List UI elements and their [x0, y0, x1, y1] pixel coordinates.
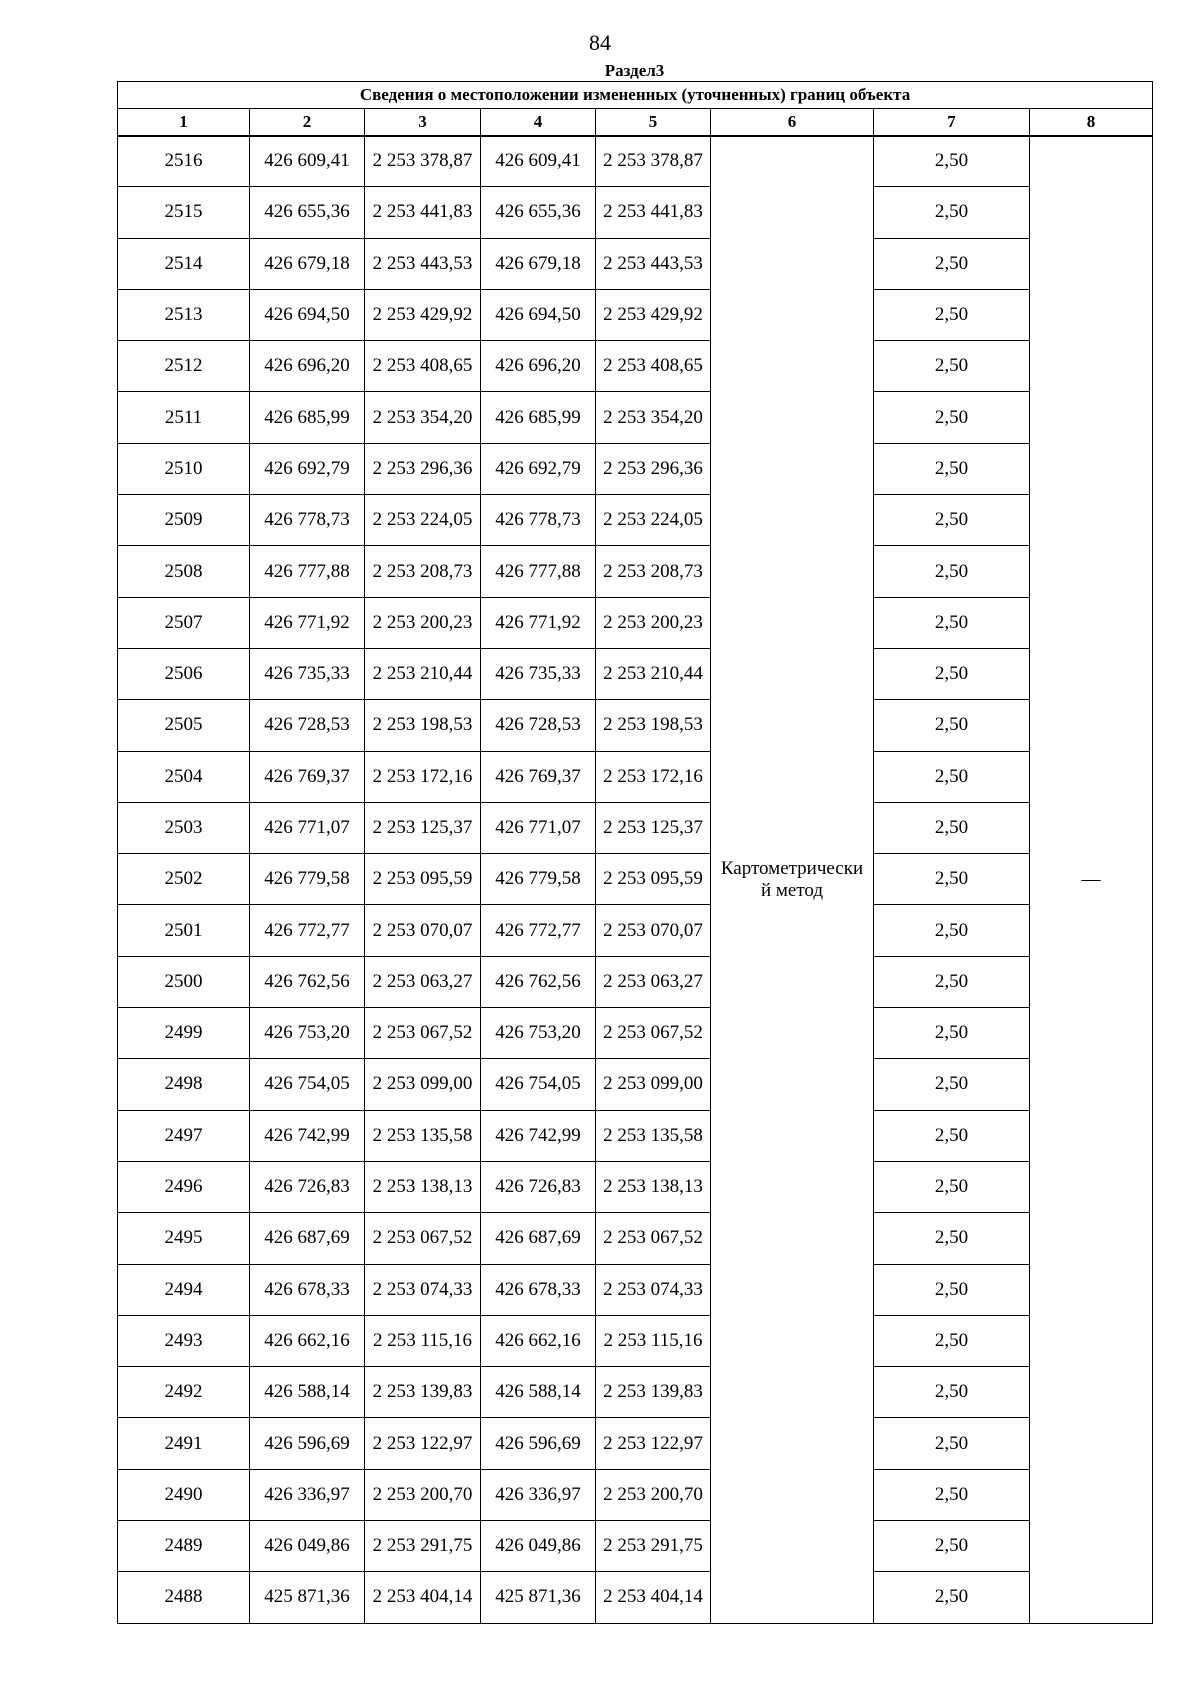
cell-col-5: 2 253 429,92	[596, 289, 711, 340]
table-row	[118, 1110, 1153, 1161]
cell-col-7: 2,50	[874, 136, 1030, 187]
cell-col-5: 2 253 138,13	[596, 1161, 711, 1212]
method-cell	[711, 136, 874, 1624]
cell-col-1: 2495	[118, 1213, 250, 1264]
cell-col-3: 2 253 378,87	[365, 136, 481, 187]
cell-col-1: 2512	[118, 341, 250, 392]
cell-col-5: 2 253 115,16	[596, 1315, 711, 1366]
table-row	[118, 648, 1153, 699]
cell-col-3: 2 253 095,59	[365, 854, 481, 905]
cell-col-3: 2 253 063,27	[365, 956, 481, 1007]
column-number-row	[118, 109, 1153, 136]
cell-col-1: 2496	[118, 1161, 250, 1212]
cell-col-1: 2511	[118, 392, 250, 443]
cell-col-2: 426 735,33	[250, 648, 365, 699]
cell-col-3: 2 253 067,52	[365, 1213, 481, 1264]
cell-col-4: 426 779,58	[481, 854, 596, 905]
cell-col-7: 2,50	[874, 1315, 1030, 1366]
cell-col-4: 426 754,05	[481, 1059, 596, 1110]
cell-col-7: 2,50	[874, 956, 1030, 1007]
table-row	[118, 1008, 1153, 1059]
table-row	[118, 1213, 1153, 1264]
method-text-line: й метод	[760, 879, 824, 901]
cell-col-3: 2 253 354,20	[365, 392, 481, 443]
cell-col-5: 2 253 200,70	[596, 1469, 711, 1520]
table-row	[118, 392, 1153, 443]
cell-col-1: 2494	[118, 1264, 250, 1315]
cell-col-7: 2,50	[874, 1213, 1030, 1264]
cell-col-1: 2497	[118, 1110, 250, 1161]
cell-col-7: 2,50	[874, 1521, 1030, 1572]
table-title: Сведения о местоположении измененных (уточненных) границ объекта	[118, 82, 1153, 109]
cell-col-1: 2508	[118, 546, 250, 597]
cell-col-7: 2,50	[874, 443, 1030, 494]
cell-col-1: 2498	[118, 1059, 250, 1110]
table-row	[118, 1418, 1153, 1469]
table-row	[118, 238, 1153, 289]
cell-col-4: 426 692,79	[481, 443, 596, 494]
cell-col-3: 2 253 443,53	[365, 238, 481, 289]
cell-col-2: 426 754,05	[250, 1059, 365, 1110]
cell-col-5: 2 253 067,52	[596, 1213, 711, 1264]
cell-col-5: 2 253 354,20	[596, 392, 711, 443]
cell-col-2: 426 753,20	[250, 1008, 365, 1059]
cell-col-5: 2 253 063,27	[596, 956, 711, 1007]
table-row	[118, 546, 1153, 597]
cell-col-7: 2,50	[874, 1008, 1030, 1059]
cell-col-4: 426 771,07	[481, 802, 596, 853]
cell-col-7: 2,50	[874, 1264, 1030, 1315]
cell-col-1: 2504	[118, 751, 250, 802]
cell-col-3: 2 253 200,70	[365, 1469, 481, 1520]
cell-col-7: 2,50	[874, 1059, 1030, 1110]
cell-col-2: 426 728,53	[250, 700, 365, 751]
cell-col-5: 2 253 408,65	[596, 341, 711, 392]
cell-col-7: 2,50	[874, 1110, 1030, 1161]
cell-col-7: 2,50	[874, 495, 1030, 546]
table-title-row	[118, 82, 1153, 109]
cell-col-3: 2 253 429,92	[365, 289, 481, 340]
table-row	[118, 341, 1153, 392]
table-row	[118, 187, 1153, 238]
cell-col-2: 426 336,97	[250, 1469, 365, 1520]
cell-col-1: 2502	[118, 854, 250, 905]
cell-col-4: 426 762,56	[481, 956, 596, 1007]
table-row	[118, 136, 1153, 187]
cell-col-5: 2 253 443,53	[596, 238, 711, 289]
cell-col-3: 2 253 074,33	[365, 1264, 481, 1315]
cell-col-4: 426 596,69	[481, 1418, 596, 1469]
cell-col-1: 2503	[118, 802, 250, 853]
cell-col-2: 425 871,36	[250, 1572, 365, 1623]
cell-col-5: 2 253 070,07	[596, 905, 711, 956]
column-number-7: 7	[874, 109, 1030, 136]
cell-col-3: 2 253 115,16	[365, 1315, 481, 1366]
cell-col-7: 2,50	[874, 905, 1030, 956]
cell-col-2: 426 588,14	[250, 1367, 365, 1418]
column-number-6: 6	[711, 109, 874, 136]
cell-col-3: 2 253 210,44	[365, 648, 481, 699]
cell-col-2: 426 696,20	[250, 341, 365, 392]
cell-col-1: 2491	[118, 1418, 250, 1469]
cell-col-5: 2 253 067,52	[596, 1008, 711, 1059]
cell-col-2: 426 678,33	[250, 1264, 365, 1315]
cell-col-4: 426 694,50	[481, 289, 596, 340]
coordinates-table	[117, 81, 1153, 1624]
cell-col-3: 2 253 200,23	[365, 597, 481, 648]
table-row	[118, 1315, 1153, 1366]
cell-col-1: 2501	[118, 905, 250, 956]
cell-col-2: 426 687,69	[250, 1213, 365, 1264]
cell-col-2: 426 742,99	[250, 1110, 365, 1161]
cell-col-2: 426 049,86	[250, 1521, 365, 1572]
cell-col-4: 426 753,20	[481, 1008, 596, 1059]
cell-col-7: 2,50	[874, 289, 1030, 340]
cell-col-3: 2 253 135,58	[365, 1110, 481, 1161]
cell-col-2: 426 771,07	[250, 802, 365, 853]
section-label: Раздел3	[604, 61, 665, 80]
column-number-3: 3	[365, 109, 481, 136]
cell-col-7: 2,50	[874, 648, 1030, 699]
cell-col-7: 2,50	[874, 1572, 1030, 1623]
cell-col-4: 426 769,37	[481, 751, 596, 802]
cell-col-5: 2 253 210,44	[596, 648, 711, 699]
cell-col-4: 426 696,20	[481, 341, 596, 392]
cell-col-1: 2506	[118, 648, 250, 699]
cell-col-4: 425 871,36	[481, 1572, 596, 1623]
table-row	[118, 495, 1153, 546]
method-text-line: Картометрически	[720, 857, 864, 879]
cell-col-4: 426 662,16	[481, 1315, 596, 1366]
column-number-1: 1	[118, 109, 250, 136]
cell-col-3: 2 253 408,65	[365, 341, 481, 392]
table-row	[118, 1469, 1153, 1520]
cell-col-7: 2,50	[874, 1469, 1030, 1520]
cell-col-5: 2 253 224,05	[596, 495, 711, 546]
table-row	[118, 443, 1153, 494]
table-row	[118, 802, 1153, 853]
cell-col-5: 2 253 378,87	[596, 136, 711, 187]
cell-col-2: 426 771,92	[250, 597, 365, 648]
table-row	[118, 289, 1153, 340]
cell-col-4: 426 588,14	[481, 1367, 596, 1418]
cell-col-7: 2,50	[874, 1367, 1030, 1418]
cell-col-1: 2509	[118, 495, 250, 546]
cell-col-7: 2,50	[874, 854, 1030, 905]
cell-col-1: 2515	[118, 187, 250, 238]
cell-col-4: 426 728,53	[481, 700, 596, 751]
cell-col-5: 2 253 404,14	[596, 1572, 711, 1623]
col8-dash-cell: —	[1030, 136, 1153, 1624]
cell-col-4: 426 049,86	[481, 1521, 596, 1572]
page-number: 84	[589, 30, 611, 55]
cell-col-3: 2 253 138,13	[365, 1161, 481, 1212]
cell-col-3: 2 253 139,83	[365, 1367, 481, 1418]
cell-col-3: 2 253 125,37	[365, 802, 481, 853]
cell-col-5: 2 253 074,33	[596, 1264, 711, 1315]
table-row	[118, 1161, 1153, 1212]
cell-col-4: 426 655,36	[481, 187, 596, 238]
table-row	[118, 905, 1153, 956]
cell-col-7: 2,50	[874, 1418, 1030, 1469]
cell-col-7: 2,50	[874, 597, 1030, 648]
cell-col-7: 2,50	[874, 751, 1030, 802]
cell-col-4: 426 685,99	[481, 392, 596, 443]
table-row	[118, 1572, 1153, 1623]
cell-col-1: 2505	[118, 700, 250, 751]
cell-col-4: 426 687,69	[481, 1213, 596, 1264]
cell-col-3: 2 253 172,16	[365, 751, 481, 802]
cell-col-7: 2,50	[874, 802, 1030, 853]
table-row	[118, 751, 1153, 802]
cell-col-2: 426 694,50	[250, 289, 365, 340]
cell-col-1: 2500	[118, 956, 250, 1007]
table-row	[118, 597, 1153, 648]
cell-col-3: 2 253 224,05	[365, 495, 481, 546]
cell-col-7: 2,50	[874, 392, 1030, 443]
cell-col-5: 2 253 122,97	[596, 1418, 711, 1469]
cell-col-1: 2490	[118, 1469, 250, 1520]
cell-col-1: 2492	[118, 1367, 250, 1418]
table-row	[118, 700, 1153, 751]
column-number-4: 4	[481, 109, 596, 136]
cell-col-2: 426 692,79	[250, 443, 365, 494]
cell-col-1: 2513	[118, 289, 250, 340]
cell-col-2: 426 772,77	[250, 905, 365, 956]
cell-col-2: 426 778,73	[250, 495, 365, 546]
cell-col-3: 2 253 067,52	[365, 1008, 481, 1059]
cell-col-4: 426 336,97	[481, 1469, 596, 1520]
cell-col-1: 2489	[118, 1521, 250, 1572]
cell-col-4: 426 772,77	[481, 905, 596, 956]
cell-col-2: 426 726,83	[250, 1161, 365, 1212]
table-body	[118, 136, 1153, 1624]
cell-col-5: 2 253 139,83	[596, 1367, 711, 1418]
column-number-8: 8	[1030, 109, 1153, 136]
cell-col-2: 426 685,99	[250, 392, 365, 443]
cell-col-2: 426 609,41	[250, 136, 365, 187]
cell-col-1: 2493	[118, 1315, 250, 1366]
cell-col-4: 426 679,18	[481, 238, 596, 289]
cell-col-4: 426 742,99	[481, 1110, 596, 1161]
cell-col-3: 2 253 198,53	[365, 700, 481, 751]
cell-col-3: 2 253 404,14	[365, 1572, 481, 1623]
cell-col-2: 426 769,37	[250, 751, 365, 802]
cell-col-2: 426 779,58	[250, 854, 365, 905]
cell-col-2: 426 596,69	[250, 1418, 365, 1469]
cell-col-2: 426 762,56	[250, 956, 365, 1007]
table-row	[118, 1521, 1153, 1572]
cell-col-7: 2,50	[874, 546, 1030, 597]
cell-col-7: 2,50	[874, 700, 1030, 751]
column-number-5: 5	[596, 109, 711, 136]
cell-col-3: 2 253 441,83	[365, 187, 481, 238]
cell-col-5: 2 253 099,00	[596, 1059, 711, 1110]
column-number-2: 2	[250, 109, 365, 136]
table-row	[118, 1367, 1153, 1418]
cell-col-3: 2 253 099,00	[365, 1059, 481, 1110]
table-row	[118, 1264, 1153, 1315]
cell-col-3: 2 253 122,97	[365, 1418, 481, 1469]
cell-col-2: 426 679,18	[250, 238, 365, 289]
table-row	[118, 1059, 1153, 1110]
cell-col-4: 426 609,41	[481, 136, 596, 187]
cell-col-4: 426 678,33	[481, 1264, 596, 1315]
cell-col-2: 426 662,16	[250, 1315, 365, 1366]
cell-col-7: 2,50	[874, 187, 1030, 238]
cell-col-3: 2 253 296,36	[365, 443, 481, 494]
cell-col-5: 2 253 441,83	[596, 187, 711, 238]
cell-col-1: 2510	[118, 443, 250, 494]
cell-col-5: 2 253 095,59	[596, 854, 711, 905]
cell-col-5: 2 253 172,16	[596, 751, 711, 802]
cell-col-1: 2499	[118, 1008, 250, 1059]
cell-col-4: 426 778,73	[481, 495, 596, 546]
cell-col-1: 2516	[118, 136, 250, 187]
cell-col-5: 2 253 198,53	[596, 700, 711, 751]
cell-col-4: 426 735,33	[481, 648, 596, 699]
cell-col-4: 426 726,83	[481, 1161, 596, 1212]
cell-col-5: 2 253 125,37	[596, 802, 711, 853]
cell-col-3: 2 253 291,75	[365, 1521, 481, 1572]
cell-col-2: 426 655,36	[250, 187, 365, 238]
cell-col-4: 426 777,88	[481, 546, 596, 597]
cell-col-3: 2 253 070,07	[365, 905, 481, 956]
cell-col-7: 2,50	[874, 238, 1030, 289]
cell-col-1: 2514	[118, 238, 250, 289]
table-row	[118, 854, 1153, 905]
cell-col-1: 2507	[118, 597, 250, 648]
cell-col-5: 2 253 296,36	[596, 443, 711, 494]
cell-col-4: 426 771,92	[481, 597, 596, 648]
cell-col-5: 2 253 291,75	[596, 1521, 711, 1572]
table-row	[118, 956, 1153, 1007]
cell-col-3: 2 253 208,73	[365, 546, 481, 597]
cell-col-1: 2488	[118, 1572, 250, 1623]
cell-col-7: 2,50	[874, 341, 1030, 392]
cell-col-5: 2 253 135,58	[596, 1110, 711, 1161]
cell-col-5: 2 253 200,23	[596, 597, 711, 648]
cell-col-7: 2,50	[874, 1161, 1030, 1212]
cell-col-5: 2 253 208,73	[596, 546, 711, 597]
cell-col-2: 426 777,88	[250, 546, 365, 597]
